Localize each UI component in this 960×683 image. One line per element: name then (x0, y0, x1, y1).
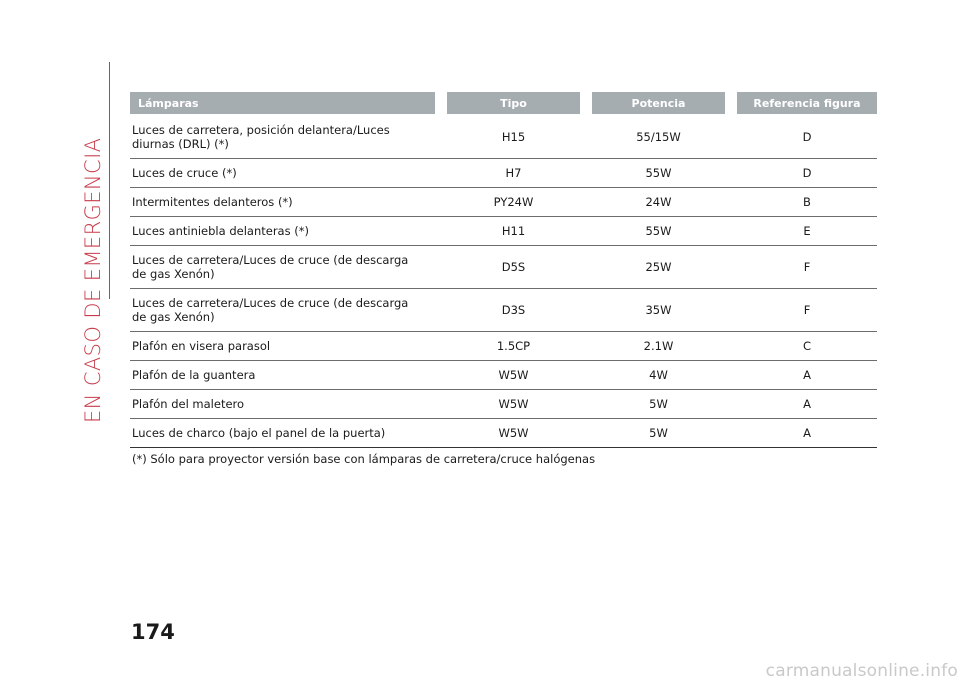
table-row (130, 289, 877, 332)
cell-type: D3S (447, 289, 580, 332)
section-title-text: EN CASO DE EMERGENCIA (81, 137, 105, 423)
table-row (130, 116, 877, 159)
table-row (130, 159, 877, 188)
cell-power: 25W (592, 246, 725, 289)
table-row (130, 419, 877, 448)
header-figure-reference: Referencia figura (737, 92, 877, 116)
cell-figure-reference: C (737, 332, 877, 361)
cell-figure-reference: E (737, 217, 877, 246)
table-row (130, 332, 877, 361)
cell-lamp: Luces de carretera/Luces de cruce (de descarga de gas Xenón) (130, 289, 435, 332)
cell-figure-reference: A (737, 361, 877, 390)
cell-figure-reference: D (737, 159, 877, 188)
cell-power: 5W (592, 390, 725, 419)
cell-lamp: Luces de carretera/Luces de cruce (de descarga de gas Xenón) (130, 246, 435, 289)
cell-power: 55W (592, 217, 725, 246)
table-row (130, 390, 877, 419)
table-body (130, 116, 877, 448)
cell-power: 55/15W (592, 116, 725, 159)
cell-lamp: Luces antiniebla delanteras (*) (130, 217, 435, 246)
page-number: 174 (131, 620, 175, 644)
cell-type: W5W (447, 419, 580, 448)
cell-figure-reference: D (737, 116, 877, 159)
section-divider-line (109, 62, 110, 299)
cell-lamp: Plafón del maletero (130, 390, 435, 419)
table-footnote: (*) Sólo para proyector versión base con lámparas de carretera/cruce halógenas (132, 452, 596, 466)
cell-power: 4W (592, 361, 725, 390)
cell-type: W5W (447, 361, 580, 390)
cell-type: H15 (447, 116, 580, 159)
table-row (130, 246, 877, 289)
header-power: Potencia (592, 92, 725, 116)
cell-power: 55W (592, 159, 725, 188)
table-row (130, 361, 877, 390)
cell-type: H11 (447, 217, 580, 246)
watermark-text: carmanualsonline.info (765, 661, 958, 681)
cell-lamp: Luces de charco (bajo el panel de la puerta) (130, 419, 435, 448)
cell-lamp: Plafón en visera parasol (130, 332, 435, 361)
cell-power: 35W (592, 289, 725, 332)
cell-type: D5S (447, 246, 580, 289)
cell-lamp: Plafón de la guantera (130, 361, 435, 390)
table-row (130, 188, 877, 217)
cell-power: 24W (592, 188, 725, 217)
cell-figure-reference: A (737, 419, 877, 448)
header-lamps: Lámparas (130, 92, 435, 116)
cell-lamp: Luces de cruce (*) (130, 159, 435, 188)
cell-figure-reference: F (737, 246, 877, 289)
cell-type: W5W (447, 390, 580, 419)
lamp-spec-table (130, 92, 877, 448)
table-header-row (130, 92, 877, 116)
table-row (130, 217, 877, 246)
cell-type: 1.5CP (447, 332, 580, 361)
cell-type: H7 (447, 159, 580, 188)
cell-figure-reference: B (737, 188, 877, 217)
header-type: Tipo (447, 92, 580, 116)
cell-lamp: Luces de carretera, posición delantera/Luces diurnas (DRL) (*) (130, 116, 435, 159)
cell-lamp: Intermitentes delanteros (*) (130, 188, 435, 217)
cell-power: 2.1W (592, 332, 725, 361)
cell-figure-reference: A (737, 390, 877, 419)
cell-power: 5W (592, 419, 725, 448)
cell-figure-reference: F (737, 289, 877, 332)
cell-type: PY24W (447, 188, 580, 217)
